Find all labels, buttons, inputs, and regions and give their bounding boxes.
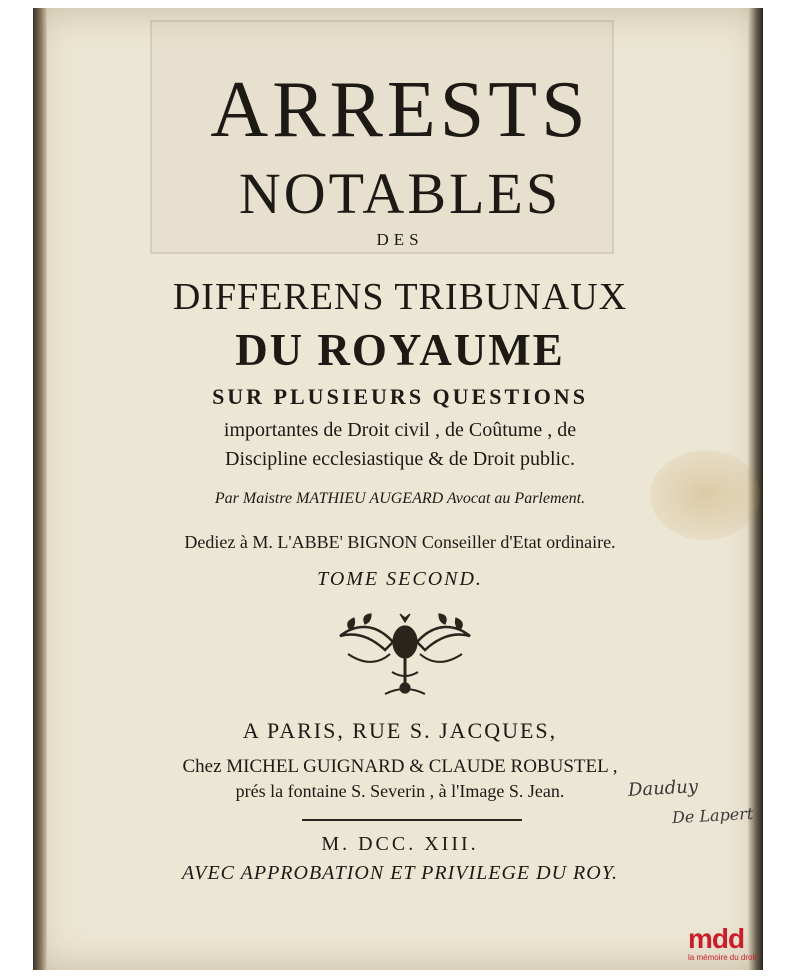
imprint-publishers: Chez MICHEL GUIGNARD & CLAUDE ROBUSTEL , [182, 756, 618, 777]
handwritten-signature: De Lapert [671, 803, 754, 828]
volume-line: TOME SECOND. [317, 568, 483, 590]
title-line-tribunaux: DIFFERENS TRIBUNAUX [172, 276, 628, 318]
mdd-logo [688, 925, 788, 975]
subtitle-line-discipline: Discipline ecclesiastique & de Droit public. [225, 448, 575, 470]
handwritten-signature: Dauduy [627, 776, 699, 801]
title-line-notables: NOTABLES [238, 161, 562, 226]
title-line-des: DES [376, 230, 424, 249]
dedication-line: Dediez à M. L'ABBE' BIGNON Conseiller d'Etat ordinaire. [184, 532, 616, 552]
imprint-place: A PARIS, RUE S. JACQUES, [242, 718, 558, 743]
privilege-line: AVEC APPROBATION ET PRIVILEGE DU ROY. [182, 862, 618, 884]
divider-rule [302, 819, 522, 821]
logo-mark: mdd [688, 923, 745, 954]
subtitle-line-droit-civil: importantes de Droit civil , de Coûtume , de [223, 419, 577, 441]
logo-tagline: la mémoire du droit [688, 953, 757, 962]
author-line: Par Maistre MATHIEU AUGEARD Avocat au Parlement. [214, 490, 586, 507]
subtitle-line-questions: SUR PLUSIEURS QUESTIONS [212, 384, 588, 409]
publication-year: M. DCC. XIII. [321, 833, 479, 855]
imprint-address: prés la fontaine S. Severin , à l'Image S. Jean. [235, 781, 565, 801]
title-line-royaume: DU ROYAUME [235, 325, 565, 375]
fleuron-ornament-icon [330, 612, 480, 702]
title-line-arrests: ARRESTS [210, 66, 590, 154]
